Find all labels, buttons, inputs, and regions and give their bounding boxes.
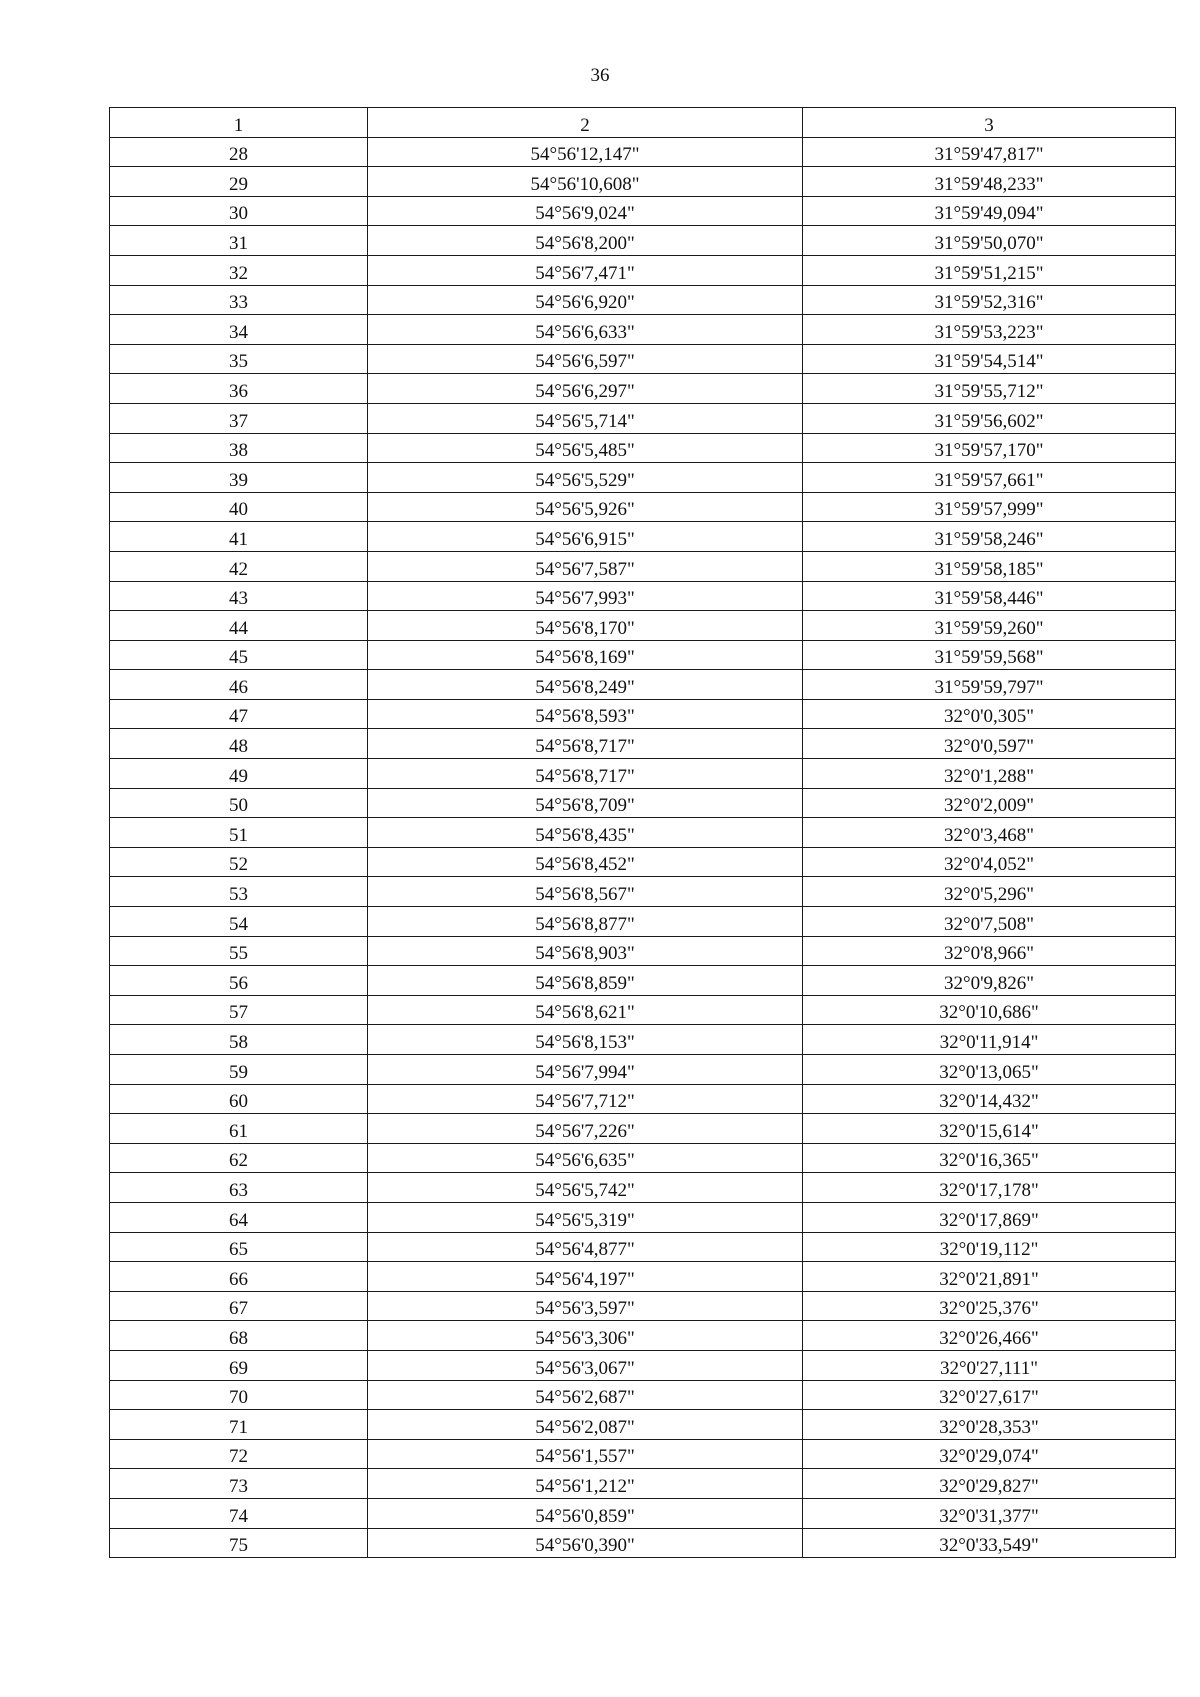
table-row [110, 492, 1176, 522]
table-row [110, 581, 1176, 611]
point-number-cell: 68 [110, 1321, 368, 1351]
latitude-cell: 54°56'8,859" [368, 966, 803, 996]
latitude-cell: 54°56'4,197" [368, 1262, 803, 1292]
latitude-cell: 54°56'4,877" [368, 1232, 803, 1262]
table-row [110, 611, 1176, 641]
point-number-cell: 57 [110, 995, 368, 1025]
point-number-cell: 61 [110, 1114, 368, 1144]
longitude-cell: 32°0'31,377" [803, 1498, 1176, 1528]
table-row [110, 137, 1176, 167]
latitude-cell: 54°56'6,920" [368, 285, 803, 315]
latitude-cell: 54°56'3,597" [368, 1291, 803, 1321]
table-row [110, 877, 1176, 907]
point-number-cell: 45 [110, 640, 368, 670]
table-row [110, 1350, 1176, 1380]
point-number-cell: 54 [110, 907, 368, 937]
point-number-cell: 47 [110, 699, 368, 729]
point-number-cell: 41 [110, 522, 368, 552]
longitude-cell: 32°0'8,966" [803, 936, 1176, 966]
table-row [110, 167, 1176, 197]
longitude-cell: 31°59'57,999" [803, 492, 1176, 522]
table-row [110, 226, 1176, 256]
latitude-cell: 54°56'2,687" [368, 1380, 803, 1410]
longitude-cell: 32°0'5,296" [803, 877, 1176, 907]
longitude-cell: 32°0'11,914" [803, 1025, 1176, 1055]
longitude-cell: 32°0'27,111" [803, 1350, 1176, 1380]
table-row [110, 1114, 1176, 1144]
table-row [110, 847, 1176, 877]
table-row [110, 759, 1176, 789]
longitude-cell: 31°59'58,185" [803, 551, 1176, 581]
latitude-cell: 54°56'5,742" [368, 1173, 803, 1203]
table-row [110, 995, 1176, 1025]
table-row [110, 463, 1176, 493]
table-row [110, 1232, 1176, 1262]
longitude-cell: 31°59'50,070" [803, 226, 1176, 256]
longitude-cell: 32°0'17,869" [803, 1202, 1176, 1232]
header-col-1: 1 [110, 108, 368, 138]
latitude-cell: 54°56'0,859" [368, 1498, 803, 1528]
point-number-cell: 53 [110, 877, 368, 907]
longitude-cell: 32°0'25,376" [803, 1291, 1176, 1321]
longitude-cell: 31°59'57,170" [803, 433, 1176, 463]
latitude-cell: 54°56'8,249" [368, 670, 803, 700]
point-number-cell: 62 [110, 1143, 368, 1173]
header-col-2: 2 [368, 108, 803, 138]
latitude-cell: 54°56'7,587" [368, 551, 803, 581]
latitude-cell: 54°56'1,557" [368, 1439, 803, 1469]
latitude-cell: 54°56'7,712" [368, 1084, 803, 1114]
point-number-cell: 48 [110, 729, 368, 759]
latitude-cell: 54°56'1,212" [368, 1469, 803, 1499]
longitude-cell: 31°59'51,215" [803, 255, 1176, 285]
latitude-cell: 54°56'8,877" [368, 907, 803, 937]
table-row [110, 433, 1176, 463]
latitude-cell: 54°56'12,147" [368, 137, 803, 167]
page-number: 36 [590, 65, 610, 86]
longitude-cell: 32°0'1,288" [803, 759, 1176, 789]
point-number-cell: 33 [110, 285, 368, 315]
table-row [110, 1084, 1176, 1114]
table-row [110, 1262, 1176, 1292]
longitude-cell: 32°0'28,353" [803, 1410, 1176, 1440]
point-number-cell: 28 [110, 137, 368, 167]
point-number-cell: 58 [110, 1025, 368, 1055]
longitude-cell: 32°0'21,891" [803, 1262, 1176, 1292]
longitude-cell: 32°0'4,052" [803, 847, 1176, 877]
longitude-cell: 32°0'26,466" [803, 1321, 1176, 1351]
point-number-cell: 59 [110, 1055, 368, 1085]
latitude-cell: 54°56'10,608" [368, 167, 803, 197]
longitude-cell: 32°0'17,178" [803, 1173, 1176, 1203]
longitude-cell: 32°0'10,686" [803, 995, 1176, 1025]
point-number-cell: 29 [110, 167, 368, 197]
latitude-cell: 54°56'8,621" [368, 995, 803, 1025]
point-number-cell: 51 [110, 818, 368, 848]
point-number-cell: 73 [110, 1469, 368, 1499]
longitude-cell: 31°59'59,568" [803, 640, 1176, 670]
latitude-cell: 54°56'7,226" [368, 1114, 803, 1144]
table-row [110, 1498, 1176, 1528]
table-row [110, 1143, 1176, 1173]
point-number-cell: 32 [110, 255, 368, 285]
longitude-cell: 31°59'47,817" [803, 137, 1176, 167]
table-row [110, 1025, 1176, 1055]
latitude-cell: 54°56'6,597" [368, 344, 803, 374]
point-number-cell: 35 [110, 344, 368, 374]
longitude-cell: 31°59'53,223" [803, 315, 1176, 345]
longitude-cell: 31°59'52,316" [803, 285, 1176, 315]
table-row [110, 285, 1176, 315]
point-number-cell: 69 [110, 1350, 368, 1380]
latitude-cell: 54°56'7,471" [368, 255, 803, 285]
latitude-cell: 54°56'6,915" [368, 522, 803, 552]
longitude-cell: 32°0'33,549" [803, 1528, 1176, 1558]
table-row [110, 1055, 1176, 1085]
point-number-cell: 55 [110, 936, 368, 966]
point-number-cell: 37 [110, 403, 368, 433]
point-number-cell: 74 [110, 1498, 368, 1528]
longitude-cell: 32°0'3,468" [803, 818, 1176, 848]
point-number-cell: 60 [110, 1084, 368, 1114]
table-row [110, 315, 1176, 345]
header-col-3: 3 [803, 108, 1176, 138]
table-body [110, 137, 1176, 1558]
longitude-cell: 31°59'48,233" [803, 167, 1176, 197]
longitude-cell: 31°59'55,712" [803, 374, 1176, 404]
longitude-cell: 32°0'19,112" [803, 1232, 1176, 1262]
table-row [110, 255, 1176, 285]
latitude-cell: 54°56'8,153" [368, 1025, 803, 1055]
longitude-cell: 32°0'14,432" [803, 1084, 1176, 1114]
latitude-cell: 54°56'5,319" [368, 1202, 803, 1232]
point-number-cell: 36 [110, 374, 368, 404]
longitude-cell: 31°59'59,797" [803, 670, 1176, 700]
table-row [110, 1380, 1176, 1410]
latitude-cell: 54°56'7,994" [368, 1055, 803, 1085]
point-number-cell: 70 [110, 1380, 368, 1410]
table-row [110, 1439, 1176, 1469]
longitude-cell: 32°0'15,614" [803, 1114, 1176, 1144]
table-row [110, 788, 1176, 818]
header-row [110, 108, 1176, 138]
point-number-cell: 31 [110, 226, 368, 256]
table-row [110, 1202, 1176, 1232]
table-row [110, 936, 1176, 966]
point-number-cell: 46 [110, 670, 368, 700]
point-number-cell: 63 [110, 1173, 368, 1203]
longitude-cell: 31°59'49,094" [803, 196, 1176, 226]
point-number-cell: 75 [110, 1528, 368, 1558]
table-row [110, 522, 1176, 552]
latitude-cell: 54°56'8,567" [368, 877, 803, 907]
coordinates-table [109, 107, 1176, 1558]
point-number-cell: 56 [110, 966, 368, 996]
latitude-cell: 54°56'0,390" [368, 1528, 803, 1558]
table-row [110, 729, 1176, 759]
longitude-cell: 31°59'59,260" [803, 611, 1176, 641]
longitude-cell: 31°59'57,661" [803, 463, 1176, 493]
latitude-cell: 54°56'8,717" [368, 729, 803, 759]
point-number-cell: 50 [110, 788, 368, 818]
latitude-cell: 54°56'8,169" [368, 640, 803, 670]
longitude-cell: 31°59'58,246" [803, 522, 1176, 552]
longitude-cell: 32°0'9,826" [803, 966, 1176, 996]
table-row [110, 907, 1176, 937]
point-number-cell: 66 [110, 1262, 368, 1292]
point-number-cell: 65 [110, 1232, 368, 1262]
table-row [110, 1173, 1176, 1203]
table-row [110, 699, 1176, 729]
latitude-cell: 54°56'5,714" [368, 403, 803, 433]
latitude-cell: 54°56'6,297" [368, 374, 803, 404]
longitude-cell: 32°0'29,074" [803, 1439, 1176, 1469]
latitude-cell: 54°56'3,306" [368, 1321, 803, 1351]
longitude-cell: 32°0'0,305" [803, 699, 1176, 729]
latitude-cell: 54°56'8,709" [368, 788, 803, 818]
latitude-cell: 54°56'8,452" [368, 847, 803, 877]
point-number-cell: 30 [110, 196, 368, 226]
table-row [110, 344, 1176, 374]
latitude-cell: 54°56'5,485" [368, 433, 803, 463]
longitude-cell: 32°0'27,617" [803, 1380, 1176, 1410]
table-row [110, 966, 1176, 996]
longitude-cell: 32°0'0,597" [803, 729, 1176, 759]
point-number-cell: 34 [110, 315, 368, 345]
longitude-cell: 31°59'58,446" [803, 581, 1176, 611]
latitude-cell: 54°56'6,635" [368, 1143, 803, 1173]
table-row [110, 374, 1176, 404]
table-row [110, 403, 1176, 433]
longitude-cell: 32°0'16,365" [803, 1143, 1176, 1173]
table-row [110, 551, 1176, 581]
longitude-cell: 32°0'7,508" [803, 907, 1176, 937]
latitude-cell: 54°56'6,633" [368, 315, 803, 345]
point-number-cell: 72 [110, 1439, 368, 1469]
latitude-cell: 54°56'8,435" [368, 818, 803, 848]
table-row [110, 1291, 1176, 1321]
table-row [110, 1321, 1176, 1351]
latitude-cell: 54°56'3,067" [368, 1350, 803, 1380]
longitude-cell: 31°59'54,514" [803, 344, 1176, 374]
table-row [110, 640, 1176, 670]
latitude-cell: 54°56'9,024" [368, 196, 803, 226]
point-number-cell: 42 [110, 551, 368, 581]
latitude-cell: 54°56'8,903" [368, 936, 803, 966]
latitude-cell: 54°56'5,926" [368, 492, 803, 522]
point-number-cell: 38 [110, 433, 368, 463]
point-number-cell: 67 [110, 1291, 368, 1321]
table-row [110, 196, 1176, 226]
point-number-cell: 39 [110, 463, 368, 493]
point-number-cell: 71 [110, 1410, 368, 1440]
table-header [110, 108, 1176, 138]
longitude-cell: 32°0'29,827" [803, 1469, 1176, 1499]
longitude-cell: 32°0'2,009" [803, 788, 1176, 818]
latitude-cell: 54°56'5,529" [368, 463, 803, 493]
point-number-cell: 52 [110, 847, 368, 877]
table-row [110, 1469, 1176, 1499]
latitude-cell: 54°56'8,593" [368, 699, 803, 729]
longitude-cell: 32°0'13,065" [803, 1055, 1176, 1085]
latitude-cell: 54°56'8,200" [368, 226, 803, 256]
point-number-cell: 43 [110, 581, 368, 611]
point-number-cell: 44 [110, 611, 368, 641]
table-row [110, 1410, 1176, 1440]
point-number-cell: 40 [110, 492, 368, 522]
latitude-cell: 54°56'8,170" [368, 611, 803, 641]
point-number-cell: 64 [110, 1202, 368, 1232]
latitude-cell: 54°56'8,717" [368, 759, 803, 789]
table-row [110, 1528, 1176, 1558]
longitude-cell: 31°59'56,602" [803, 403, 1176, 433]
table-row [110, 670, 1176, 700]
point-number-cell: 49 [110, 759, 368, 789]
latitude-cell: 54°56'7,993" [368, 581, 803, 611]
table-row [110, 818, 1176, 848]
latitude-cell: 54°56'2,087" [368, 1410, 803, 1440]
